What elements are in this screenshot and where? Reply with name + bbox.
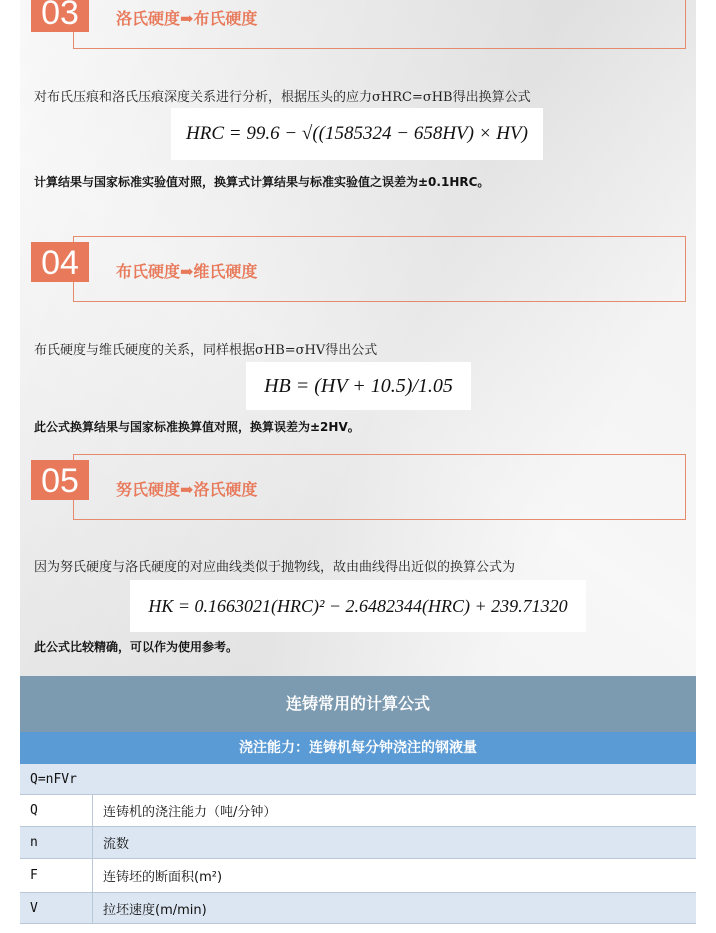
section-03-number: 03 (31, 0, 89, 32)
table-row (20, 795, 696, 827)
section-04-formula: HB = (HV + 10.5)/1.05 (246, 362, 471, 410)
section-04-intro: 布氏硬度与维氏硬度的关系，同样根据σHB=σHV得出公式 (34, 343, 378, 358)
section-05-formula: HK = 0.1663021(HRC)² − 2.6482344(HRC) + 239.71320 (130, 580, 586, 632)
table-cell-key: F (20, 859, 93, 892)
section-04-title: 布氏硬度➡维氏硬度 (116, 262, 258, 281)
section-03-formula: HRC = 99.6 − √((1585324 − 658HV) × HV) (171, 108, 543, 160)
casting-formula-table (20, 676, 696, 933)
table-subtitle: 浇注能力：连铸机每分钟浇注的钢液量 (20, 732, 696, 764)
table-cell-key: V (20, 893, 93, 923)
section-03-note: 计算结果与国家标准实验值对照，换算式计算结果与标准实验值之误差为±0.1HRC。 (34, 175, 490, 189)
table-cell-value: 拉坯速度(m/min) (103, 902, 207, 918)
table-cell-value: 流数 (103, 837, 130, 852)
section-03-intro: 对布氏压痕和洛氏压痕深度关系进行分析，根据压头的应力σHRC=σHB得出换算公式 (34, 90, 531, 105)
table-row (20, 859, 696, 893)
table-row (20, 893, 696, 924)
section-05-note: 此公式比较精确，可以作为使用参考。 (34, 640, 239, 654)
table-title: 连铸常用的计算公式 (20, 676, 696, 732)
section-03-title: 洛氏硬度➡布氏硬度 (116, 9, 258, 28)
table-formula-row (20, 764, 696, 795)
section-04-number: 04 (31, 242, 89, 282)
table-row (20, 827, 696, 859)
table-cell-value: 连铸机的浇注能力（吨/分钟） (103, 805, 277, 820)
table-cell-key: Q (20, 795, 93, 826)
table-cell-key: n (20, 827, 93, 858)
section-05-title: 努氏硬度➡洛氏硬度 (116, 480, 258, 499)
table-cell-value: 连铸坯的断面积(m²) (103, 870, 223, 885)
section-05-intro: 因为努氏硬度与洛氏硬度的对应曲线类似于抛物线，故由曲线得出近似的换算公式为 (34, 560, 516, 575)
table-formula-cell: Q=nFVr (30, 771, 77, 787)
section-04-note: 此公式换算结果与国家标准换算值对照，换算误差为±2HV。 (34, 420, 360, 434)
section-05-number: 05 (31, 460, 89, 500)
